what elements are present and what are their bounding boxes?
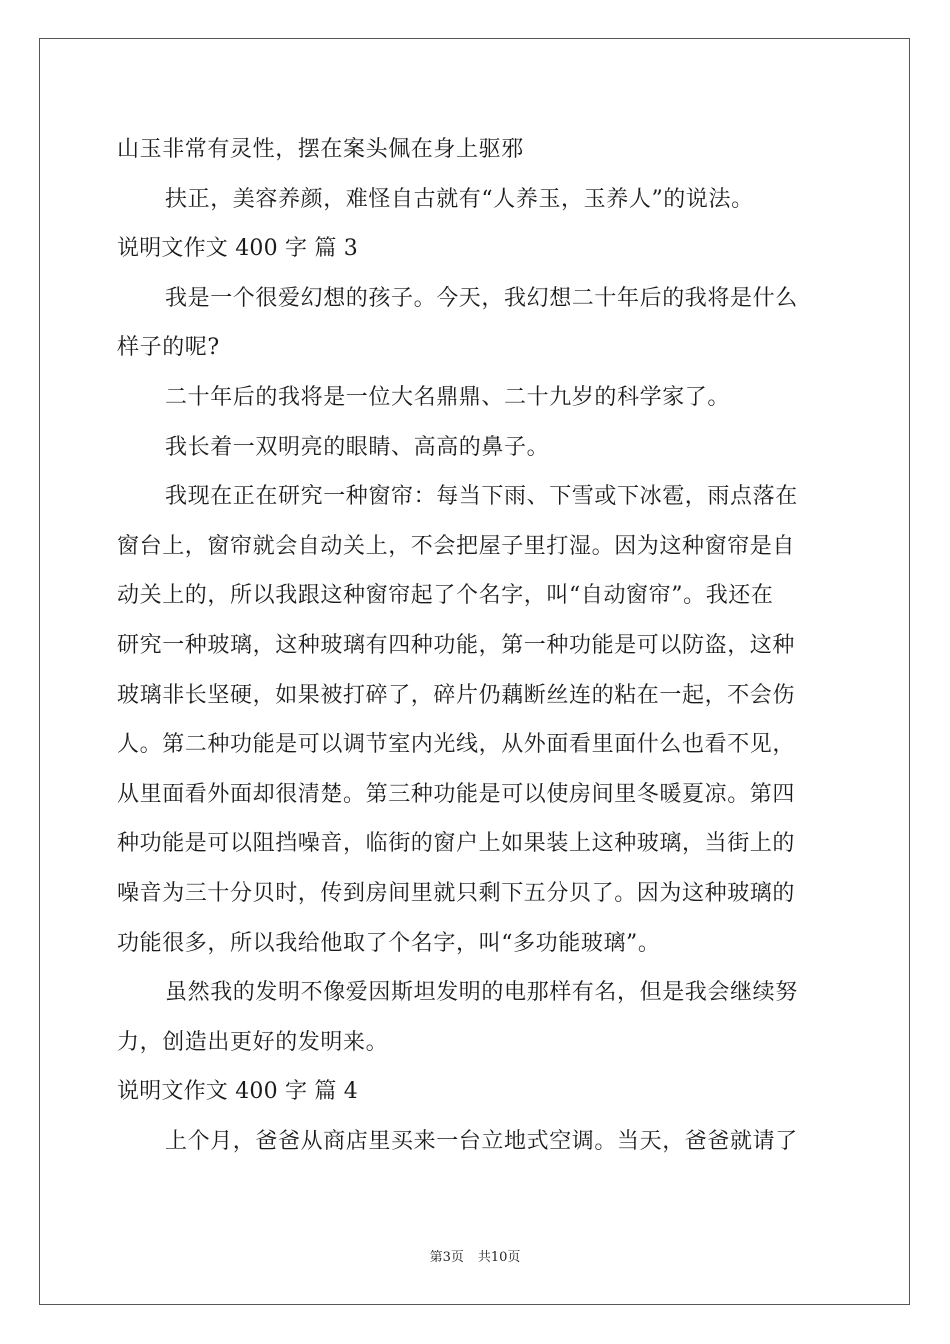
text-line: 人。第二种功能是可以调节室内光线，从外面看里面什么也看不见，	[117, 732, 796, 758]
text-line: 窗台上，窗帘就会自动关上，不会把屋子里打湿。因为这种窗帘是自	[117, 533, 796, 559]
text-line: 种功能是可以阻挡噪音，临街的窗户上如果装上这种玻璃，当街上的	[117, 831, 796, 857]
paragraph-start: 虽然我的发明不像爱因斯坦发明的电那样有名，但是我会继续努	[165, 980, 798, 1006]
section-heading-3: 说明文作文 400 字 篇 3	[117, 236, 358, 262]
text-line: 力，创造出更好的发明来。	[117, 1029, 389, 1055]
paragraph-start: 上个月，爸爸从商店里买来一台立地式空调。当天，爸爸就请了	[165, 1128, 798, 1154]
text-line: 研究一种玻璃，这种玻璃有四种功能，第一种功能是可以防盗，这种	[117, 632, 796, 658]
document-body	[117, 125, 837, 1166]
text-line: 动关上的，所以我跟这种窗帘起了个名字，叫“自动窗帘”。我还在	[117, 583, 774, 609]
text-line: 从里面看外面却很清楚。第三种功能是可以使房间里冬暖夏凉。第四	[117, 781, 796, 807]
page-number: 第3页	[429, 1250, 464, 1265]
paragraph-start: 二十年后的我将是一位大名鼎鼎、二十九岁的科学家了。	[165, 384, 731, 410]
text-line: 玻璃非长坚硬，如果被打碎了，碎片仍藕断丝连的粘在一起，不会伤	[117, 682, 796, 708]
paragraph-start: 我是一个很爱幻想的孩子。今天，我幻想二十年后的我将是什么	[165, 285, 798, 311]
text-line: 噪音为三十分贝时，传到房间里就只剩下五分贝了。因为这种玻璃的	[117, 880, 796, 906]
text-line: 功能很多，所以我给他取了个名字，叫“多功能玻璃”。	[117, 930, 661, 956]
paragraph-start: 我长着一双明亮的眼睛、高高的鼻子。	[165, 434, 550, 460]
section-heading-4: 说明文作文 400 字 篇 4	[117, 1079, 358, 1105]
text-line: 山玉非常有灵性，摆在案头佩在身上驱邪	[117, 137, 524, 162]
paragraph-start: 我现在正在研究一种窗帘：每当下雨、下雪或下冰雹，雨点落在	[165, 484, 798, 510]
page-footer	[0, 1246, 950, 1265]
paragraph-start: 扶正，美容养颜，难怪自古就有“人养玉，玉养人”的说法。	[165, 186, 754, 212]
text-line: 样子的呢?	[117, 335, 220, 361]
page-total: 共10页	[477, 1250, 521, 1265]
